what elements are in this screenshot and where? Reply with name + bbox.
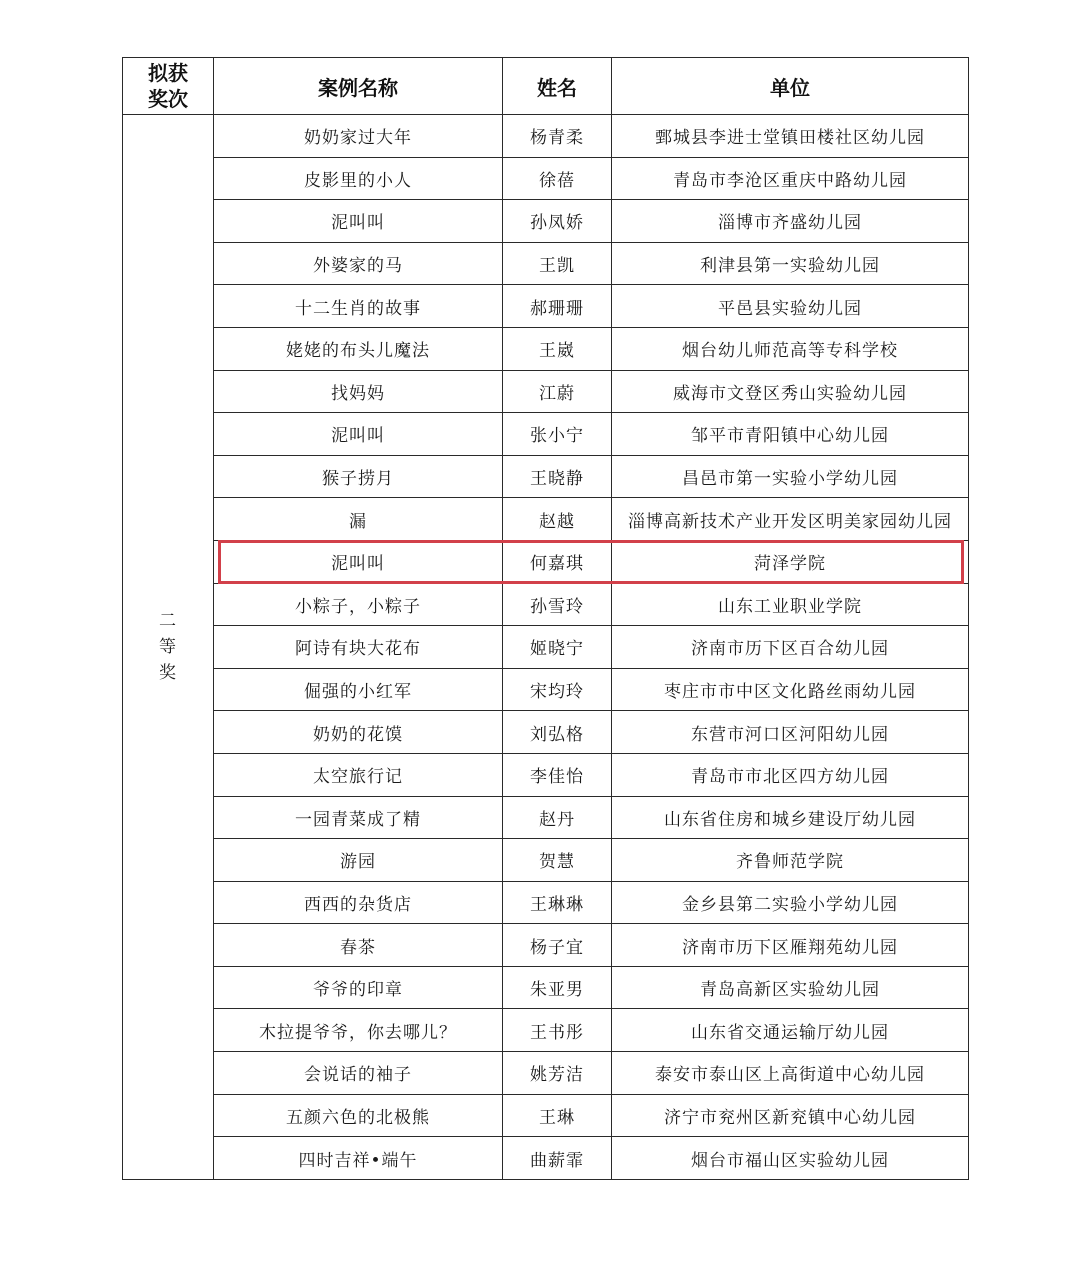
case-name-cell: 一园青菜成了精 [214, 796, 503, 839]
table-row [123, 1137, 969, 1180]
unit-cell: 山东工业职业学院 [612, 583, 969, 626]
unit-cell: 烟台幼儿师范高等专科学校 [612, 327, 969, 370]
table-row [123, 839, 969, 882]
unit-cell: 东营市河口区河阳幼儿园 [612, 711, 969, 754]
case-name-cell: 找妈妈 [214, 370, 503, 413]
case-name-cell: 奶奶家过大年 [214, 115, 503, 158]
person-name-cell: 姬晓宁 [503, 626, 612, 669]
table-row [123, 711, 969, 754]
person-name-cell: 徐蓓 [503, 157, 612, 200]
unit-cell: 威海市文登区秀山实验幼儿园 [612, 370, 969, 413]
unit-cell: 济宁市兖州区新兖镇中心幼儿园 [612, 1094, 969, 1137]
case-name-cell: 十二生肖的故事 [214, 285, 503, 328]
unit-cell: 泰安市泰山区上高街道中心幼儿园 [612, 1052, 969, 1095]
unit-cell: 利津县第一实验幼儿园 [612, 242, 969, 285]
person-name-cell: 曲薪霏 [503, 1137, 612, 1180]
unit-cell: 淄博高新技术产业开发区明美家园幼儿园 [612, 498, 969, 541]
table-row [123, 881, 969, 924]
unit-cell: 金乡县第二实验小学幼儿园 [612, 881, 969, 924]
unit-cell: 淄博市齐盛幼儿园 [612, 200, 969, 243]
person-name-cell: 宋均玲 [503, 668, 612, 711]
table-row [123, 413, 969, 456]
table-row [123, 1009, 969, 1052]
table-row [123, 583, 969, 626]
person-name-cell: 王晓静 [503, 455, 612, 498]
header-unit: 单位 [612, 58, 969, 115]
case-name-cell: 泥叫叫 [214, 413, 503, 456]
person-name-cell: 孙雪玲 [503, 583, 612, 626]
unit-cell: 山东省住房和城乡建设厅幼儿园 [612, 796, 969, 839]
case-name-cell: 四时吉祥•端午 [214, 1137, 503, 1180]
table-row [123, 455, 969, 498]
case-name-cell: 倔强的小红军 [214, 668, 503, 711]
award-level-char: 等 [159, 636, 177, 657]
case-name-cell: 五颜六色的北极熊 [214, 1094, 503, 1137]
case-name-cell: 阿诗有块大花布 [214, 626, 503, 669]
unit-cell: 邹平市青阳镇中心幼儿园 [612, 413, 969, 456]
unit-cell: 昌邑市第一实验小学幼儿园 [612, 455, 969, 498]
case-name-cell: 木拉提爷爷，你去哪儿？ [214, 1009, 503, 1052]
unit-cell: 枣庄市市中区文化路丝雨幼儿园 [612, 668, 969, 711]
unit-cell: 菏泽学院 [612, 540, 969, 583]
person-name-cell: 江蔚 [503, 370, 612, 413]
case-name-cell: 春茶 [214, 924, 503, 967]
table-row [123, 285, 969, 328]
table-row [123, 157, 969, 200]
table-row [123, 540, 969, 583]
case-name-cell: 小粽子，小粽子 [214, 583, 503, 626]
person-name-cell: 赵越 [503, 498, 612, 541]
case-name-cell: 西西的杂货店 [214, 881, 503, 924]
header-name: 姓名 [503, 58, 612, 115]
person-name-cell: 王琳琳 [503, 881, 612, 924]
table-row [123, 370, 969, 413]
table-row [123, 668, 969, 711]
unit-cell: 山东省交通运输厅幼儿园 [612, 1009, 969, 1052]
table-row [123, 1094, 969, 1137]
award-level-char: 奖 [159, 662, 177, 683]
case-name-cell: 爷爷的印章 [214, 966, 503, 1009]
person-name-cell: 王书彤 [503, 1009, 612, 1052]
case-name-cell: 皮影里的小人 [214, 157, 503, 200]
table-row [123, 498, 969, 541]
case-name-cell: 太空旅行记 [214, 753, 503, 796]
case-name-cell: 会说话的袖子 [214, 1052, 503, 1095]
table-row [123, 115, 969, 158]
header-case-name: 案例名称 [214, 58, 503, 115]
case-name-cell: 外婆家的马 [214, 242, 503, 285]
table-row [123, 796, 969, 839]
table-row [123, 626, 969, 669]
unit-cell: 青岛高新区实验幼儿园 [612, 966, 969, 1009]
table-row [123, 924, 969, 967]
person-name-cell: 贺慧 [503, 839, 612, 882]
table-row [123, 966, 969, 1009]
header-row [123, 58, 969, 115]
person-name-cell: 张小宁 [503, 413, 612, 456]
person-name-cell: 孙凤娇 [503, 200, 612, 243]
person-name-cell: 何嘉琪 [503, 540, 612, 583]
person-name-cell: 郝珊珊 [503, 285, 612, 328]
person-name-cell: 王琳 [503, 1094, 612, 1137]
unit-cell: 鄄城县李进士堂镇田楼社区幼儿园 [612, 115, 969, 158]
case-name-cell: 猴子捞月 [214, 455, 503, 498]
award-level-cell [123, 115, 214, 1180]
case-name-cell: 姥姥的布头儿魔法 [214, 327, 503, 370]
table-row [123, 200, 969, 243]
unit-cell: 平邑县实验幼儿园 [612, 285, 969, 328]
unit-cell: 齐鲁师范学院 [612, 839, 969, 882]
header-award-line1: 拟获 [148, 61, 188, 85]
unit-cell: 济南市历下区百合幼儿园 [612, 626, 969, 669]
header-award-line2: 奖次 [148, 87, 188, 111]
table-row [123, 327, 969, 370]
unit-cell: 烟台市福山区实验幼儿园 [612, 1137, 969, 1180]
table-row [123, 1052, 969, 1095]
person-name-cell: 杨子宜 [503, 924, 612, 967]
case-name-cell: 奶奶的花馍 [214, 711, 503, 754]
person-name-cell: 王崴 [503, 327, 612, 370]
unit-cell: 青岛市市北区四方幼儿园 [612, 753, 969, 796]
person-name-cell: 姚芳洁 [503, 1052, 612, 1095]
header-award [123, 58, 214, 115]
unit-cell: 济南市历下区雁翔苑幼儿园 [612, 924, 969, 967]
person-name-cell: 李佳怡 [503, 753, 612, 796]
case-name-cell: 游园 [214, 839, 503, 882]
award-level-char: 二 [159, 610, 177, 631]
table-body [123, 115, 969, 1180]
award-table [122, 57, 969, 1180]
person-name-cell: 朱亚男 [503, 966, 612, 1009]
case-name-cell: 泥叫叫 [214, 540, 503, 583]
case-name-cell: 漏 [214, 498, 503, 541]
person-name-cell: 杨青柔 [503, 115, 612, 158]
person-name-cell: 王凯 [503, 242, 612, 285]
table-row [123, 242, 969, 285]
person-name-cell: 刘弘格 [503, 711, 612, 754]
unit-cell: 青岛市李沧区重庆中路幼儿园 [612, 157, 969, 200]
case-name-cell: 泥叫叫 [214, 200, 503, 243]
table-row [123, 753, 969, 796]
person-name-cell: 赵丹 [503, 796, 612, 839]
